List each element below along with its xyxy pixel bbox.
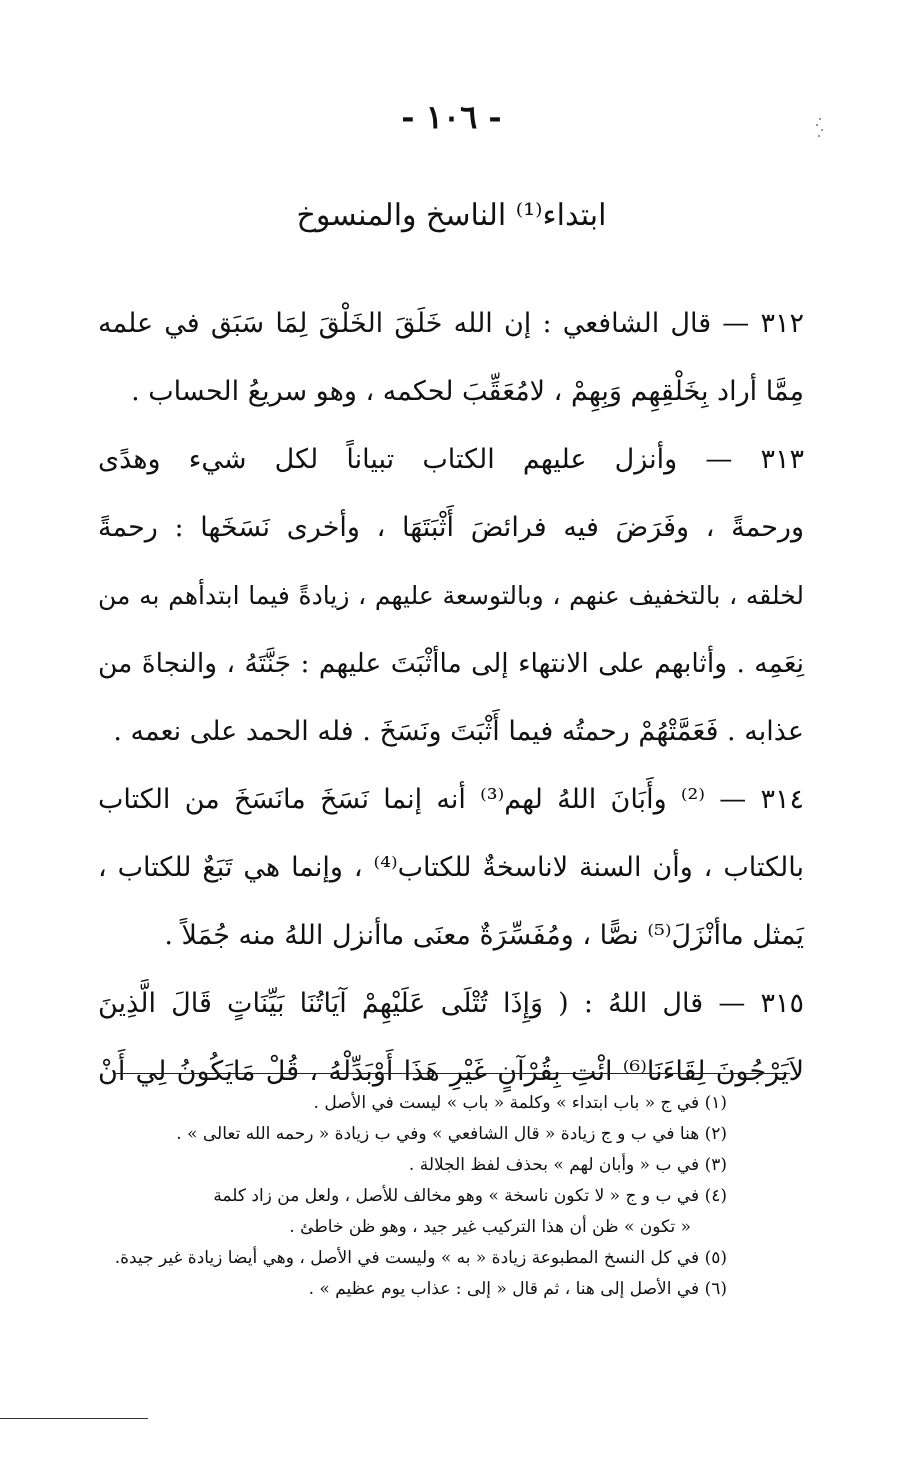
footnote: (٣) في ب « وأبان لهم » بحذف لفظ الجلالة . xyxy=(408,1155,727,1175)
footnote: (١) في ج « باب ابتداء » وكلمة « باب » ليست في الأصل . xyxy=(313,1093,727,1113)
body-line: نِعَمِه . وأثابهم على الانتهاء إلى ماأثْبَتَ عليهم : جَنَّتَهُ ، والنجاةَ من xyxy=(98,648,804,679)
footnote: (٢) هنا في ب و ج زيادة « قال الشافعي » وفي ب زيادة « رحمه الله تعالى » . xyxy=(176,1124,727,1144)
body-line: بالكتاب ، وأن السنة لاناسخةٌ للكتاب⁽⁴⁾ ، وإنما هي تَبَعٌ للكتاب ، xyxy=(98,852,804,883)
body-line: ٣١٤ — ⁽²⁾ وأَبَانَ اللهُ لهم⁽³⁾ أنه إنما نَسَخَ مانَسَخَ من الكتاب xyxy=(98,784,804,815)
body-text xyxy=(98,290,804,1106)
body-line: ورحمةً ، وفَرَضَ فيه فرائضَ أَثْبَتَهَا ، وأخرى نَسَخَها : رحمةً xyxy=(98,512,804,543)
footnote: (٥) في كل النسخ المطبوعة زيادة « به » وليست في الأصل ، وهي أيضا زيادة غير جيدة. xyxy=(114,1248,727,1268)
footnote: (٦) في الأصل إلى هنا ، ثم قال « إلى : عذاب يوم عظيم » . xyxy=(308,1279,727,1299)
body-line: ٣١٥ — قال اللهُ : ( وَإِذَا تُتْلَى عَلَيْهِمْ آيَاتُنَا بَيِّنَاتٍ قَالَ الَّذِينَ xyxy=(98,988,804,1019)
body-line: عذابه . فَعَمَّتْهُمْ رحمتُه فيما أَثْبَتَ ونَسَخَ . فله الحمد على نعمه . xyxy=(113,716,804,747)
body-line: مِمَّا أراد بِخَلْقِهِم وَبِهِمْ ، لامُعَقِّبَ لحكمه ، وهو سريعُ الحساب . xyxy=(131,376,804,407)
body-line: يَمثل ماأنْزَلَ⁽⁵⁾ نصًّا ، ومُفَسِّرَةٌ معنَى ماأنزل اللهُ منه جُمَلاً . xyxy=(164,920,804,951)
body-line: لاَيَرْجُونَ لِقَاءَنَا⁽⁶⁾ ائْتِ بِقُرْآنٍ غَيْرِ هَذَا أَوْبَدِّلْهُ ، قُلْ مَايَكُونُ لِي أَنْ xyxy=(98,1056,804,1087)
scan-specks xyxy=(815,118,825,140)
footnote: (٤) في ب و ج « لا تكون ناسخة » وهو مخالف للأصل ، ولعل من زاد كلمة xyxy=(213,1186,727,1206)
body-line: ٣١٢ — قال الشافعي : إن الله خَلَقَ الخَلْقَ لِمَا سَبَق في علمه xyxy=(98,308,804,339)
footnote-divider xyxy=(114,1073,790,1074)
page-edge-line xyxy=(0,1418,148,1419)
body-line: ٣١٣ — وأنزل عليهم الكتاب تبياناً لكل شيء وهدًى xyxy=(98,444,804,475)
footnote-continuation: « تكون » ظن أن هذا التركيب غير جيد ، وهو ظن خاطئ . xyxy=(289,1217,691,1237)
footnotes xyxy=(95,1088,727,1305)
page-number: - ١٠٦ - xyxy=(401,98,502,136)
body-line: لخلقه ، بالتخفيف عنهم ، وبالتوسعة عليهم ، زيادةً فيما ابتدأهم به من xyxy=(98,581,804,610)
chapter-title: ابتداء⁽¹⁾ الناسخ والمنسوخ xyxy=(296,198,607,233)
